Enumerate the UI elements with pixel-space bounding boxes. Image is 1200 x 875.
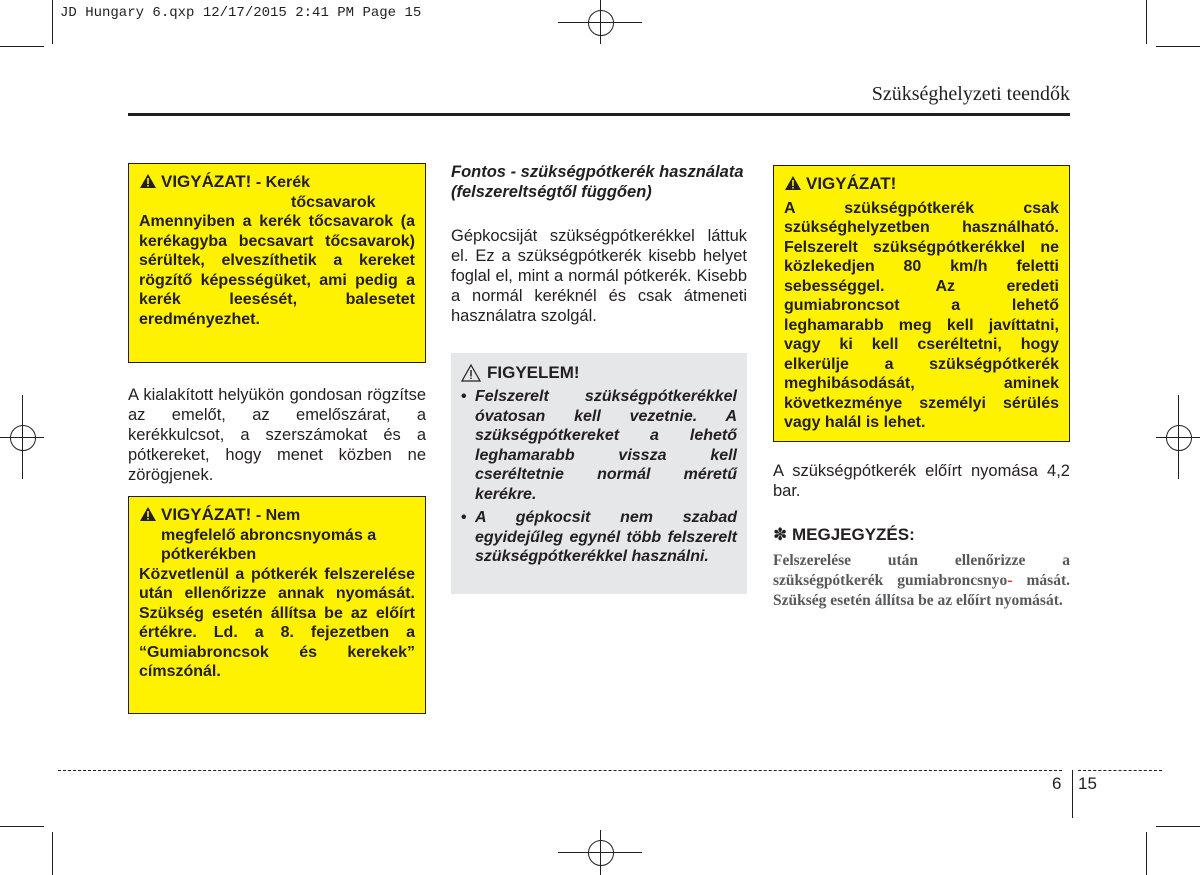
- note-text-part1: Felszerelése után ellenőrizze a szükségpótkerék gumiabroncsnyo: [773, 552, 1070, 589]
- temporary-spare-heading: Fontos - szükségpótkerék használata (felszereltségtől függően): [451, 163, 744, 201]
- warning-box-spare-usage: [773, 165, 1070, 442]
- warning-subtitle: - Kerék: [255, 174, 311, 191]
- caution-box: [451, 353, 747, 594]
- spare-pressure-text: A szükségpótkerék előírt nyomása 4,2 bar.: [773, 462, 1070, 500]
- warning-title: VIGYÁZAT!: [161, 505, 252, 524]
- caution-item: • Felszerelt szükségpótkerékkel óvatosan kell vezetnie. A szükségpótkereket a lehető leghamarabb vissza kell cseréltetnie normál méretű kerékre.: [461, 387, 737, 504]
- warning-header: [139, 172, 415, 212]
- warning-subtitle-cont: megfelelő abroncsnyomás a pótkerékben: [161, 526, 377, 563]
- jack-storage-paragraph: A kialakított helyükön gondosan rögzítse az emelőt, az emelőszárat, a kerékkulcsot, a szerszámokat és a pótkereket, hogy menet közben ne zörögjenek.: [128, 386, 426, 484]
- warning-subtitle: - Nem: [255, 507, 301, 524]
- warning-body: Közvetlenül a pótkerék felszerelése után ellenőrizze annak nyomását. Szükség esetén állítsa be az előírt értékre. Ld. a 8. fejezetben a “Gumiabroncsok és kerekek” címszónál.: [139, 565, 415, 680]
- page-number: 15: [1078, 774, 1097, 793]
- warning-header: [139, 505, 415, 565]
- warning-body: A szükségpótkerék csak szükséghelyzetben használható. Felszerelt szükségpótkerékkel ne közlekedjen 80 km/h feletti sebességgel. Az eredeti gumiabroncsot a lehető leghamarabb meg kell javíttatni, vagy ki kell cseréltetni, hogy elkerülje a szükségpótkerék meghibásodását, aminek következménye személyi sérülés vagy halál is lehet.: [784, 199, 1059, 431]
- warning-title: VIGYÁZAT!: [161, 172, 252, 191]
- note-text-part2: mását. Szükség esetén állítsa be az előírt nyomását.: [773, 572, 1070, 609]
- note-body: [773, 551, 1070, 611]
- warning-header: [784, 174, 1059, 197]
- warning-triangle-icon: [139, 173, 161, 195]
- page-number-separator: [1072, 770, 1073, 818]
- caution-triangle-icon: [461, 364, 481, 382]
- warning-triangle-icon: [784, 175, 806, 197]
- footer-dashed-rule: [58, 770, 1062, 771]
- warning-title: VIGYÁZAT!: [806, 174, 897, 193]
- section-title: Szükséghelyzeti teendők: [871, 83, 1070, 105]
- note-title: ✽ MEGJEGYZÉS:: [773, 525, 915, 544]
- warning-box-tire-pressure: [128, 496, 426, 714]
- warning-triangle-icon: [139, 506, 161, 528]
- print-slug: JD Hungary 6.qxp 12/17/2015 2:41 PM Page 15: [60, 5, 422, 21]
- footer-dashed-rule-right: [1078, 770, 1162, 771]
- note-hyphen: -: [1007, 572, 1013, 589]
- warning-subtitle-cont: tőcsavarok: [291, 193, 376, 211]
- caution-list: [461, 387, 737, 567]
- warning-body: Amennyiben a kerék tőcsavarok (a kerékagyba becsavart tőcsavarok) sérültek, elveszíthetik a kereket rögzítő képességüket, ami pedig a kerék leesését, balesetet eredményezhet.: [139, 213, 415, 328]
- temporary-spare-paragraph: Gépkocsiját szükségpótkerékkel láttuk el. Ez a szükségpótkerék kisebb helyet foglal el, mint a normál pótkerék. Kisebb a normál keréknél és csak átmeneti használatra szolgál.: [451, 227, 747, 325]
- chapter-number: 6: [1052, 774, 1062, 793]
- caution-item: • A gépkocsit nem szabad egyidejűleg egynél több felszerelt szükségpótkerékkel használni.: [461, 508, 737, 567]
- header-rule: [128, 113, 1070, 116]
- warning-box-wheel-nuts: [128, 163, 426, 363]
- caution-header: [461, 363, 737, 383]
- caution-title: FIGYELEM!: [487, 363, 580, 382]
